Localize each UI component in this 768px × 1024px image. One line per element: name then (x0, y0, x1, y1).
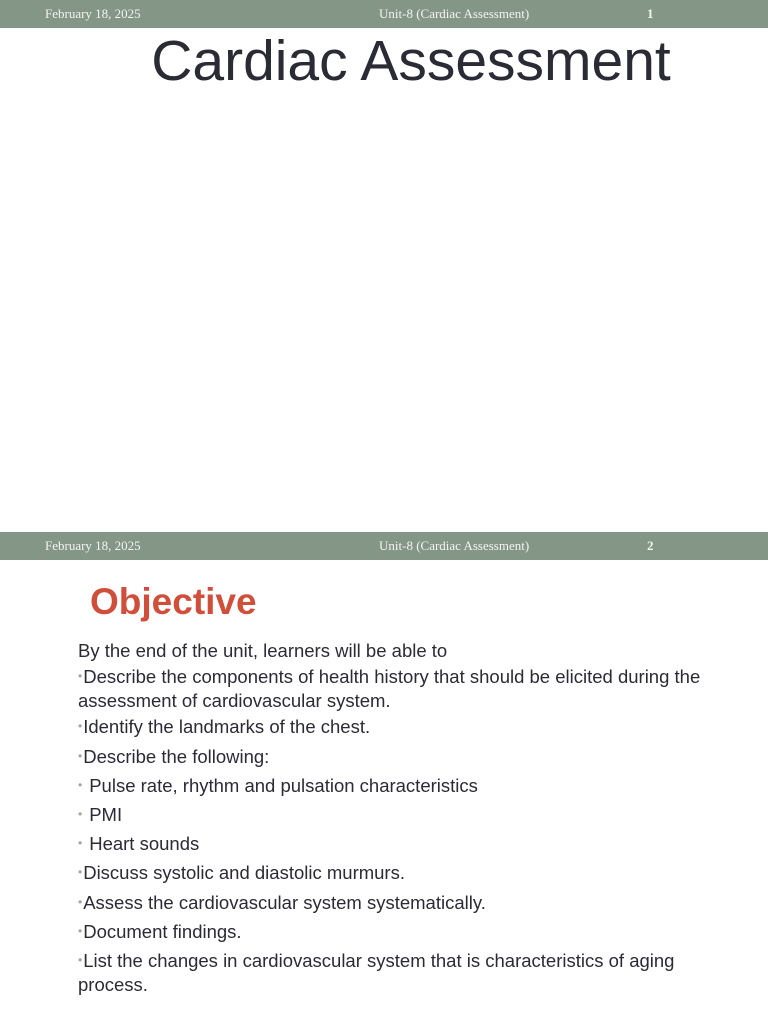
list-subitem: • PMI (78, 803, 123, 825)
header-slide-number: 1 (647, 6, 654, 21)
list-item: •Assess the cardiovascular system systematically. (78, 891, 486, 913)
list-item: •Discuss systolic and diastolic murmurs. (78, 862, 405, 884)
header-date: February 18, 2025 (45, 6, 141, 21)
list-item: •List the changes in cardiovascular system that is characteristics of aging process. (78, 949, 675, 995)
list-item: •Describe the components of health history that should be elicited during the assessment of cardiovascular system. (78, 666, 701, 712)
header-unit-title: Unit-8 (Cardiac Assessment) (379, 538, 530, 553)
bullet-icon: • (78, 669, 83, 684)
bullet-icon: • (78, 923, 83, 938)
header-date: February 18, 2025 (45, 538, 141, 553)
bullet-icon: • (78, 865, 83, 880)
bullet-icon: • (78, 836, 83, 851)
header-slide-number: 2 (647, 538, 654, 553)
bullet-icon: • (78, 748, 83, 763)
slide-header-bar (0, 532, 768, 560)
objective-heading: Objective (90, 581, 257, 622)
bullet-icon: • (78, 894, 83, 909)
intro-text: By the end of the unit, learners will be able to (78, 640, 448, 661)
header-unit-title: Unit-8 (Cardiac Assessment) (379, 6, 530, 21)
bullet-icon: • (78, 777, 83, 792)
bullet-icon: • (78, 952, 83, 967)
slide-2 (0, 532, 768, 1024)
list-subitem: • Heart sounds (78, 833, 200, 855)
objective-list (78, 640, 748, 1000)
list-item: •Identify the landmarks of the chest. (78, 716, 371, 738)
slide-header-bar (0, 0, 768, 28)
slide-title: Cardiac Assessment (151, 29, 671, 93)
list-item: •Describe the following: (78, 745, 270, 767)
list-item: •Document findings. (78, 920, 242, 942)
list-subitem: • Pulse rate, rhythm and pulsation characteristics (78, 774, 478, 796)
bullet-icon: • (78, 719, 83, 734)
bullet-icon: • (78, 806, 83, 821)
